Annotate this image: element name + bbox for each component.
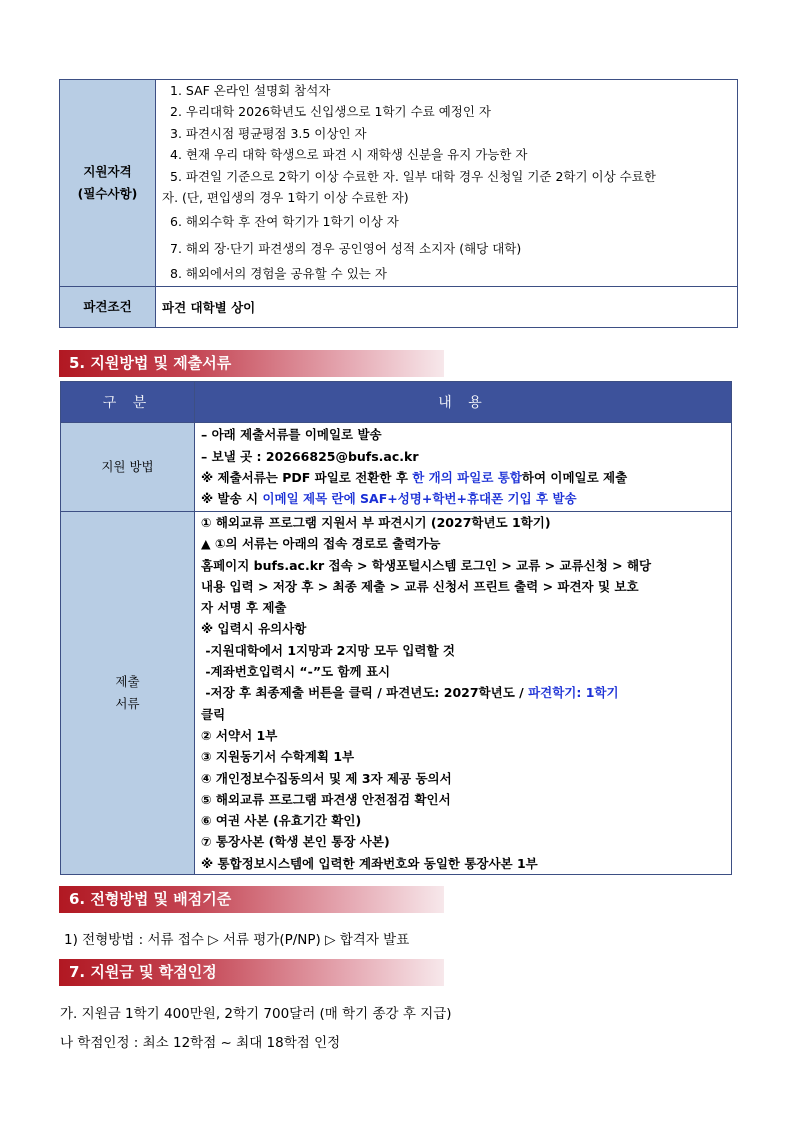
- qualification-item: 자. (단, 편입생의 경우 1학기 이상 수료한 자): [162, 189, 409, 205]
- qualification-item: 5. 파견일 기준으로 2학기 이상 수료한 자. 일부 대학 경우 신청일 기준 2학기 이상 수료한: [170, 168, 656, 184]
- credit-text: 나 학점인정 : 최소 12학점 ~ 최대 18학점 인정: [60, 1035, 341, 1051]
- condition-value: 파견 대학별 상이: [156, 287, 738, 328]
- method-note-subject: ※ 발송 시 이메일 제목 란에 SAF+성명+학번+휴대폰 기입 후 발송: [201, 491, 577, 507]
- document-note: -지원대학에서 1지망과 2지망 모두 입력할 것: [201, 642, 455, 658]
- qualification-item: 6. 해외수학 후 잔여 학기가 1학기 이상 자: [170, 214, 399, 230]
- qualification-item: 2. 우리대학 2026학년도 신입생으로 1학기 수료 예정인 자: [170, 104, 492, 120]
- method-note-pdf: ※ 제출서류는 PDF 파일로 전환한 후 한 개의 파일로 통합하여 이메일로 제출: [201, 470, 628, 485]
- document-note: -계좌번호입력시 “-”도 함께 표시: [201, 664, 391, 680]
- documents-row: [61, 512, 732, 875]
- qualification-table: [59, 79, 738, 328]
- method-line: – 아래 제출서류를 이메일로 발송: [201, 427, 382, 443]
- selection-method-text: 1) 전형방법 : 서류 접수 ▷ 서류 평가(P/NP) ▷ 합격자 발표: [64, 932, 410, 948]
- condition-row: [60, 287, 738, 328]
- document-note: ▲ ①의 서류는 아래의 접속 경로로 출력가능: [201, 536, 441, 552]
- document-item: ② 서약서 1부: [201, 727, 278, 743]
- application-table: [60, 381, 732, 875]
- document-note: 클릭: [201, 706, 226, 722]
- condition-label: 파견조건: [60, 287, 156, 328]
- qualification-item: 1. SAF 온라인 설명회 참석자: [170, 83, 331, 98]
- documents-label: [61, 512, 195, 875]
- qualification-item: 4. 현재 우리 대학 학생으로 파견 시 재학생 신분을 유지 가능한 자: [170, 147, 528, 163]
- col-category-header: 구 분: [61, 382, 195, 423]
- document-item: ③ 지원동기서 수학계획 1부: [201, 749, 355, 765]
- qualification-label-cell: [60, 80, 156, 287]
- qualification-row: [60, 80, 738, 287]
- funding-text: 가. 지원금 1학기 400만원, 2학기 700달러 (매 학기 종강 후 지급): [60, 1006, 452, 1022]
- document-item: ⑥ 여권 사본 (유효기간 확인): [201, 813, 362, 829]
- document-note: -저장 후 최종제출 버튼을 클릭 / 파견년도: 2027학년도 / 파견학기: 1학기: [201, 685, 619, 701]
- qualification-item: 8. 해외에서의 경험을 공유할 수 있는 자: [170, 266, 387, 282]
- section-6-title: 6. 전형방법 및 배점기준: [59, 886, 444, 913]
- document-note: 홈페이지 bufs.ac.kr 접속 > 학생포털시스템 로그인 > 교류 > 교류신청 > 해당: [201, 557, 652, 573]
- section-5-title: 5. 지원방법 및 제출서류: [59, 350, 444, 377]
- col-content-header: 내 용: [195, 382, 732, 423]
- method-row: [61, 423, 732, 512]
- document-note: 자 서명 후 제출: [201, 600, 287, 616]
- document-item: ⑤ 해외교류 프로그램 파견생 안전점검 확인서: [201, 791, 451, 807]
- qualification-sublabel: (필수사항): [77, 186, 138, 202]
- qualification-item: 3. 파견시점 평균평점 3.5 이상인 자: [170, 125, 367, 141]
- document-item: ① 해외교류 프로그램 지원서 부 파견시기 (2027학년도 1학기): [201, 515, 551, 530]
- qualification-list: [156, 80, 738, 287]
- documents-label-line: 제출: [115, 674, 140, 690]
- documents-label-line: 서류: [115, 696, 140, 712]
- method-email-line: – 보낼 곳 : 20266825@bufs.ac.kr: [201, 448, 419, 464]
- table-header-row: [61, 382, 732, 423]
- section-7-title: 7. 지원금 및 학점인정: [59, 959, 444, 986]
- qualification-item: 7. 해외 장·단기 파견생의 경우 공인영어 성적 소지자 (해당 대학): [170, 241, 522, 257]
- document-note: ※ 입력시 유의사항: [201, 621, 307, 637]
- document-note: ※ 통합정보시스템에 입력한 계좌번호와 동일한 통장사본 1부: [201, 855, 538, 871]
- documents-content: [195, 512, 732, 875]
- method-content: [195, 423, 732, 512]
- document-item: ④ 개인정보수집동의서 및 제 3자 제공 동의서: [201, 770, 452, 786]
- qualification-label: 지원자격: [83, 164, 132, 180]
- document-note: 내용 입력 > 저장 후 > 최종 제출 > 교류 신청서 프린트 출력 > 파견자 및 보호: [201, 578, 639, 594]
- method-label: 지원 방법: [61, 423, 195, 512]
- document-item: ⑦ 통장사본 (학생 본인 통장 사본): [201, 834, 390, 850]
